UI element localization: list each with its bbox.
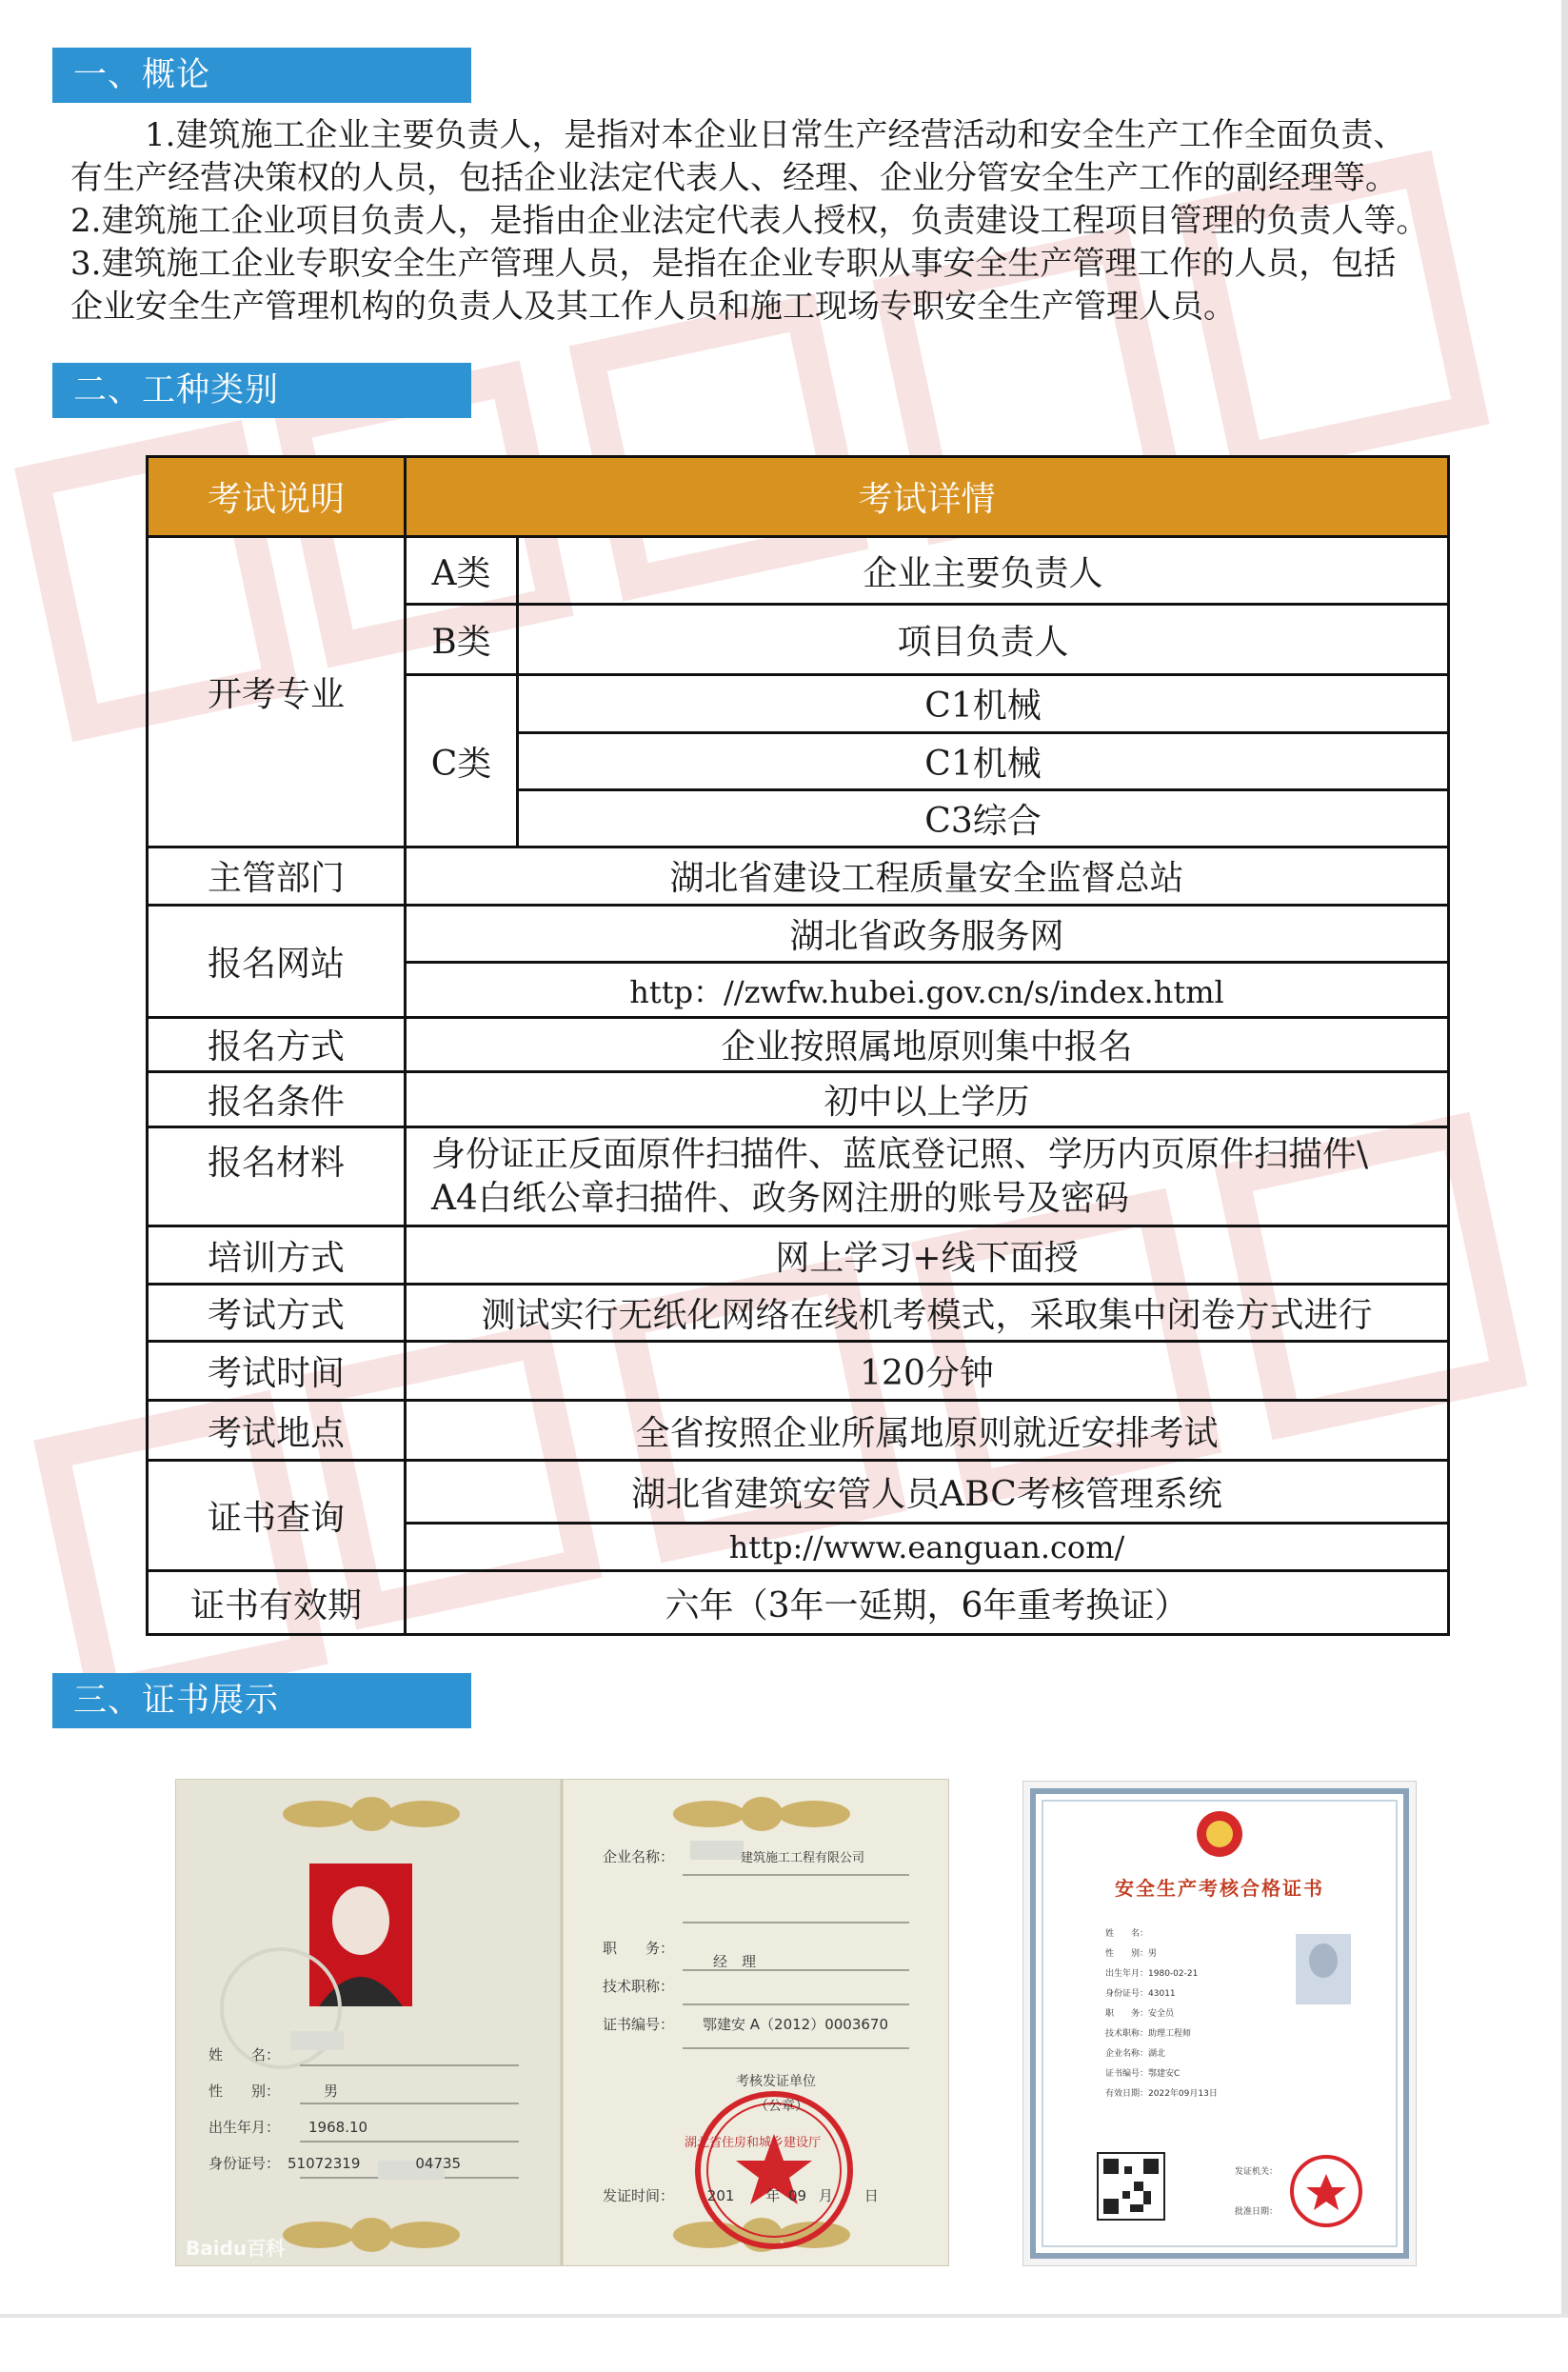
label: 身份证号： — [1105, 1989, 1149, 1999]
table-row — [148, 905, 1449, 962]
booklet-left-fields — [208, 2037, 461, 2182]
category-c2: C1机械 — [518, 732, 1449, 789]
condition-label: 报名条件 — [148, 1071, 406, 1126]
header-exam-detail: 考试详情 — [406, 457, 1449, 537]
card-field — [1105, 2024, 1218, 2044]
table-header-row — [148, 457, 1449, 537]
cert-query-label: 证书查询 — [148, 1460, 406, 1571]
value: 1980-02-21 — [1148, 1969, 1199, 1979]
table-row — [148, 1460, 1449, 1523]
field-date — [603, 2185, 879, 2205]
field-company — [603, 1846, 864, 1866]
table-row — [148, 847, 1449, 905]
category-a-desc: 企业主要负责人 — [518, 537, 1449, 604]
header-exam-desc: 考试说明 — [148, 457, 406, 537]
table-row — [148, 1226, 1449, 1284]
table-row — [148, 1401, 1449, 1460]
value: 湖北 — [1148, 2049, 1166, 2059]
section-banner-categories: 二、工种类别 — [52, 363, 471, 418]
card-field — [1105, 2004, 1218, 2024]
value: 09 — [788, 2187, 807, 2204]
label: 职 务： — [1105, 2009, 1149, 2019]
site-label: 报名网站 — [148, 905, 406, 1018]
material-line: 身份证正反面原件扫描件、蓝底登记照、学历内页原件扫描件\ — [431, 1134, 1369, 1174]
value: 43011 — [1148, 1989, 1176, 1999]
exam-place-label: 考试地点 — [148, 1401, 406, 1460]
card-fields — [1105, 1924, 1218, 2104]
value: 男 — [324, 2083, 339, 2100]
label: 姓 名： — [1105, 1929, 1149, 1939]
field-position — [603, 1938, 674, 1958]
intro-line: 2.建筑施工企业项目负责人，是指由企业法定代表人授权，负责建设工程项目管理的负责人等。 — [70, 202, 1429, 240]
category-b-desc: 项目负责人 — [518, 604, 1449, 674]
position-value: 经 理 — [713, 1953, 757, 1970]
card-issuer-label: 发证机关： — [1235, 2167, 1279, 2177]
card-field — [1105, 1984, 1218, 2004]
field-birth — [208, 2109, 461, 2145]
site-url[interactable]: http：//zwfw.hubei.gov.cn/s/index.html — [406, 962, 1449, 1017]
specialty-label: 开考专业 — [148, 537, 406, 847]
value: 建筑施工工程有限公司 — [741, 1851, 865, 1865]
section-banner-certificates: 三、证书展示 — [52, 1673, 471, 1728]
card-title: 安全生产考核合格证书 — [1115, 1877, 1324, 1900]
dept-label: 主管部门 — [148, 847, 406, 905]
section-banner-overview: 一、概论 — [52, 48, 471, 103]
value: 鄂建安C — [1148, 2069, 1181, 2079]
value: 51072319 — [288, 2155, 361, 2172]
label: 证书编号： — [603, 2016, 675, 2033]
value: 助理工程师 — [1148, 2029, 1192, 2039]
method-value: 企业按照属地原则集中报名 — [406, 1018, 1449, 1071]
exam-info-table — [146, 455, 1450, 1636]
label: 企业名称： — [1105, 2049, 1149, 2059]
value: 日 — [863, 2187, 879, 2204]
card-field — [1105, 2044, 1218, 2064]
exam-method-value: 测试实行无纸化网络在线机考模式，采取集中闭卷方式进行 — [406, 1284, 1449, 1341]
label: 出生年月： — [1105, 1969, 1149, 1979]
cert-query-system: 湖北省建筑安管人员ABC考核管理系统 — [406, 1460, 1449, 1523]
certificate-card-image — [1022, 1781, 1417, 2266]
value: 201 — [706, 2187, 735, 2204]
label: 技术职称： — [1105, 2029, 1149, 2039]
condition-value: 初中以上学历 — [406, 1071, 1449, 1126]
validity-value: 六年（3年一延期，6年重考换证） — [406, 1571, 1449, 1635]
card-field — [1105, 1944, 1218, 1964]
category-c1: C1机械 — [518, 675, 1449, 732]
label: 性 别： — [208, 2083, 281, 2100]
field-name — [208, 2037, 461, 2073]
category-c3: C3综合 — [518, 789, 1449, 847]
table-row — [148, 537, 1449, 604]
card-field — [1105, 2084, 1218, 2104]
table-row — [148, 1571, 1449, 1635]
certificate-booklet-image — [175, 1779, 949, 2266]
card-field — [1105, 1924, 1218, 1944]
exam-place-value: 全省按照企业所属地原则就近安排考试 — [406, 1401, 1449, 1460]
value: 鄂建安 A（2012）0003670 — [703, 2016, 889, 2033]
table-row — [148, 1071, 1449, 1126]
value: 1968.10 — [308, 2119, 368, 2136]
validity-label: 证书有效期 — [148, 1571, 406, 1635]
label: 姓 名： — [208, 2046, 281, 2063]
material-label: 报名材料 — [148, 1126, 406, 1226]
label: 有效日期： — [1105, 2089, 1149, 2099]
bottom-border — [0, 2314, 1568, 2372]
exam-time-value: 120分钟 — [406, 1342, 1449, 1401]
dept-value: 湖北省建设工程质量安全监督总站 — [406, 847, 1449, 905]
value: 04735 — [415, 2155, 462, 2172]
intro-line: 3.建筑施工企业专职安全生产管理人员，是指在企业专职从事安全生产管理工作的人员，包括 — [70, 245, 1397, 283]
category-b: B类 — [406, 604, 518, 674]
intro-text — [70, 114, 1556, 329]
field-id — [208, 2145, 461, 2182]
training-value: 网上学习+线下面授 — [406, 1226, 1449, 1284]
intro-line: 1.建筑施工企业主要负责人，是指对本企业日常生产经营活动和安全生产工作全面负责、 — [145, 116, 1406, 154]
label: 企业名称： — [603, 1848, 675, 1865]
training-label: 培训方式 — [148, 1226, 406, 1284]
label: 发证时间： — [603, 2187, 675, 2204]
field-title: 技术职称： — [603, 1978, 675, 1995]
label: 性 别： — [1105, 1949, 1149, 1959]
value: 男 — [1148, 1949, 1158, 1959]
table-row — [148, 1342, 1449, 1401]
material-line: A4白纸公章扫描件、政务网注册的账号及密码 — [431, 1178, 1129, 1218]
label: 证书编号： — [1105, 2069, 1149, 2079]
card-field — [1105, 1964, 1218, 1984]
intro-line: 有生产经营决策权的人员，包括企业法定代表人、经理、企业分管安全生产工作的副经理等。 — [70, 159, 1398, 197]
table-row — [148, 1018, 1449, 1071]
exam-time-label: 考试时间 — [148, 1342, 406, 1401]
value: 安全员 — [1148, 2009, 1175, 2019]
label: 身份证号： — [208, 2155, 281, 2172]
issuer-seal: （公章） — [755, 2099, 808, 2114]
card-field — [1105, 2064, 1218, 2084]
intro-line: 企业安全生产管理机构的负责人及其工作人员和施工现场专职安全生产管理人员。 — [70, 288, 1236, 326]
baidu-watermark: Baidu百科 — [186, 2237, 286, 2260]
site-name: 湖北省政务服务网 — [406, 905, 1449, 962]
right-border — [1561, 0, 1568, 2368]
card-art — [1023, 1782, 1416, 2265]
field-gender — [208, 2073, 461, 2109]
table-row — [148, 1126, 1449, 1226]
exam-method-label: 考试方式 — [148, 1284, 406, 1341]
method-label: 报名方式 — [148, 1018, 406, 1071]
label: 出生年月： — [208, 2119, 281, 2136]
value: 月 — [818, 2187, 833, 2204]
table-row — [148, 1284, 1449, 1341]
cert-query-url[interactable]: http://www.eanguan.com/ — [406, 1524, 1449, 1571]
seal-text: 湖北省住房和城乡建设厅 — [685, 2136, 822, 2150]
material-value — [406, 1126, 1449, 1226]
issuer-label: 考核发证单位 — [736, 2074, 816, 2089]
value: 年 — [765, 2187, 781, 2204]
category-a: A类 — [406, 537, 518, 604]
label: 职 务： — [603, 1940, 675, 1957]
value: 2022年09月13日 — [1148, 2089, 1218, 2099]
field-number — [603, 2014, 888, 2034]
category-c: C类 — [406, 675, 518, 847]
card-issue-date-label: 批准日期： — [1235, 2207, 1279, 2217]
